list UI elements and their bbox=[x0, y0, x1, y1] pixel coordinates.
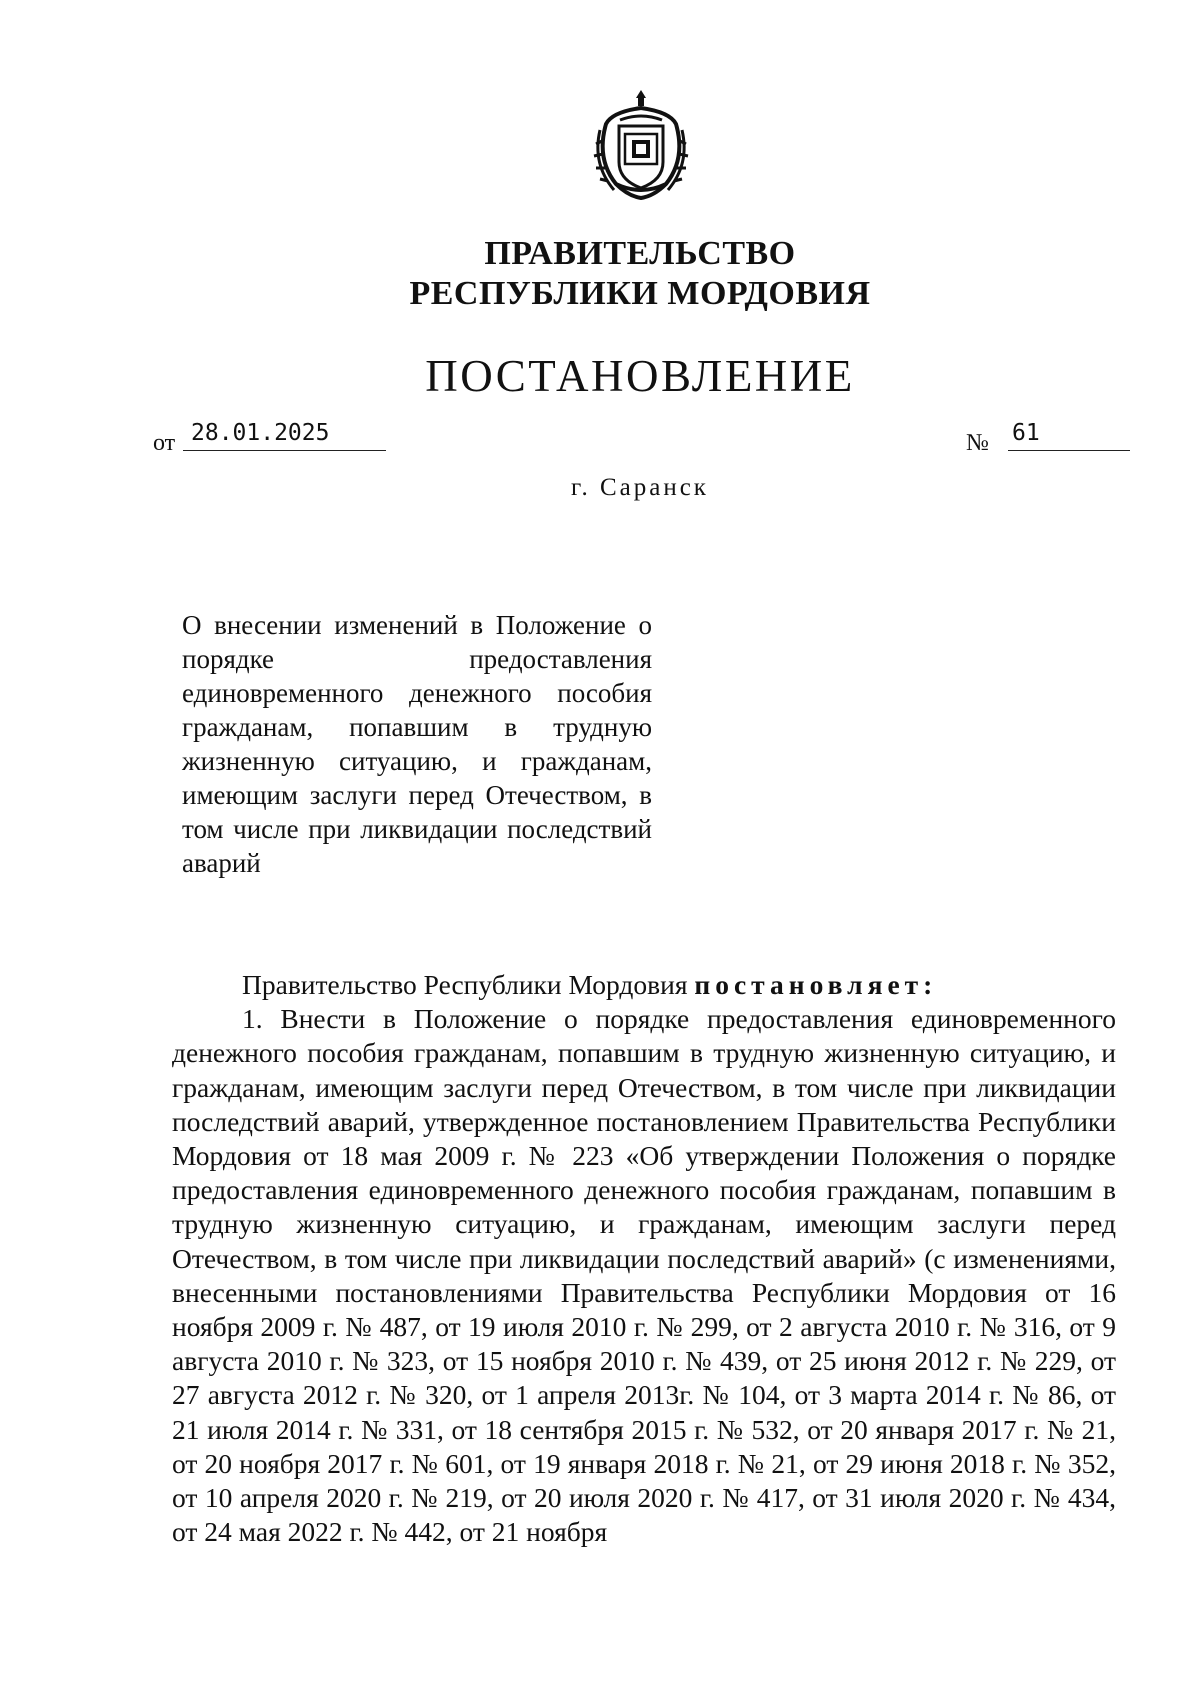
document-date-value: 28.01.2025 bbox=[183, 420, 386, 451]
body-intro-paragraph bbox=[172, 968, 1116, 1002]
body-item-1: 1. Внести в Положение о порядке предоставления единовременного денежного пособия гражданам, попавшим в трудную жизненную ситуацию, и гражданам, имеющим заслуги перед Отечеством, в том числе при ликвидации последствий аварий, утвержденное постановлением Правительства Республики Мордовия от 18 мая 2009 г. № 223 «Об утверждении Положения о порядке предоставления единовременного денежного пособия гражданам, попавшим в трудную жизненную ситуацию, и гражданам, имеющим заслуги перед Отечеством, в том числе при ликвидации последствий аварий» (с изменениями, внесенными постановлениями Правительства Республики Мордовия от 16 ноября 2009 г. № 487, от 19 июля 2010 г. № 299, от 2 августа 2010 г. № 316, от 9 августа 2010 г. № 323, от 15 ноября 2010 г. № 439, от 25 июня 2012 г. № 229, от 27 августа 2012 г. № 320, от 1 апреля 2013г. № 104, от 3 марта 2014 г. № 86, от 21 июля 2014 г. № 331, от 18 сентября 2015 г. № 532, от 20 января 2017 г. № 21, от 20 ноября 2017 г. № 601, от 19 января 2018 г. № 21, от 29 июня 2018 г. № 352, от 10 апреля 2020 г. № 219, от 20 июля 2020 г. № 417, от 31 июля 2020 г. № 434, от 24 мая 2022 г. № 442, от 21 ноября bbox=[172, 1003, 1116, 1548]
date-prefix-label: от bbox=[153, 430, 176, 456]
coat-of-arms-emblem bbox=[586, 84, 696, 204]
number-prefix-label: № bbox=[966, 430, 989, 456]
body-intro-text: Правительство Республики Мордовия bbox=[242, 969, 695, 1000]
document-body bbox=[172, 968, 1116, 1549]
document-city: г. Саранск bbox=[571, 474, 709, 501]
organization-title-line-2: РЕСПУБЛИКИ МОРДОВИЯ bbox=[409, 275, 871, 312]
document-type-title: ПОСТАНОВЛЕНИЕ bbox=[425, 351, 855, 401]
body-decides-word: постановляет: bbox=[694, 969, 938, 1000]
organization-title-line-1: ПРАВИТЕЛЬСТВО bbox=[484, 235, 796, 272]
document-subject: О внесении изменений в Положение о порядке предоставления единовременного денежного пособия гражданам, попавшим в трудную жизненную ситуацию, и гражданам, имеющим заслуги перед Отечеством, в том числе при ликвидации последствий аварий bbox=[182, 610, 652, 878]
document-number-value: 61 bbox=[1008, 420, 1130, 451]
